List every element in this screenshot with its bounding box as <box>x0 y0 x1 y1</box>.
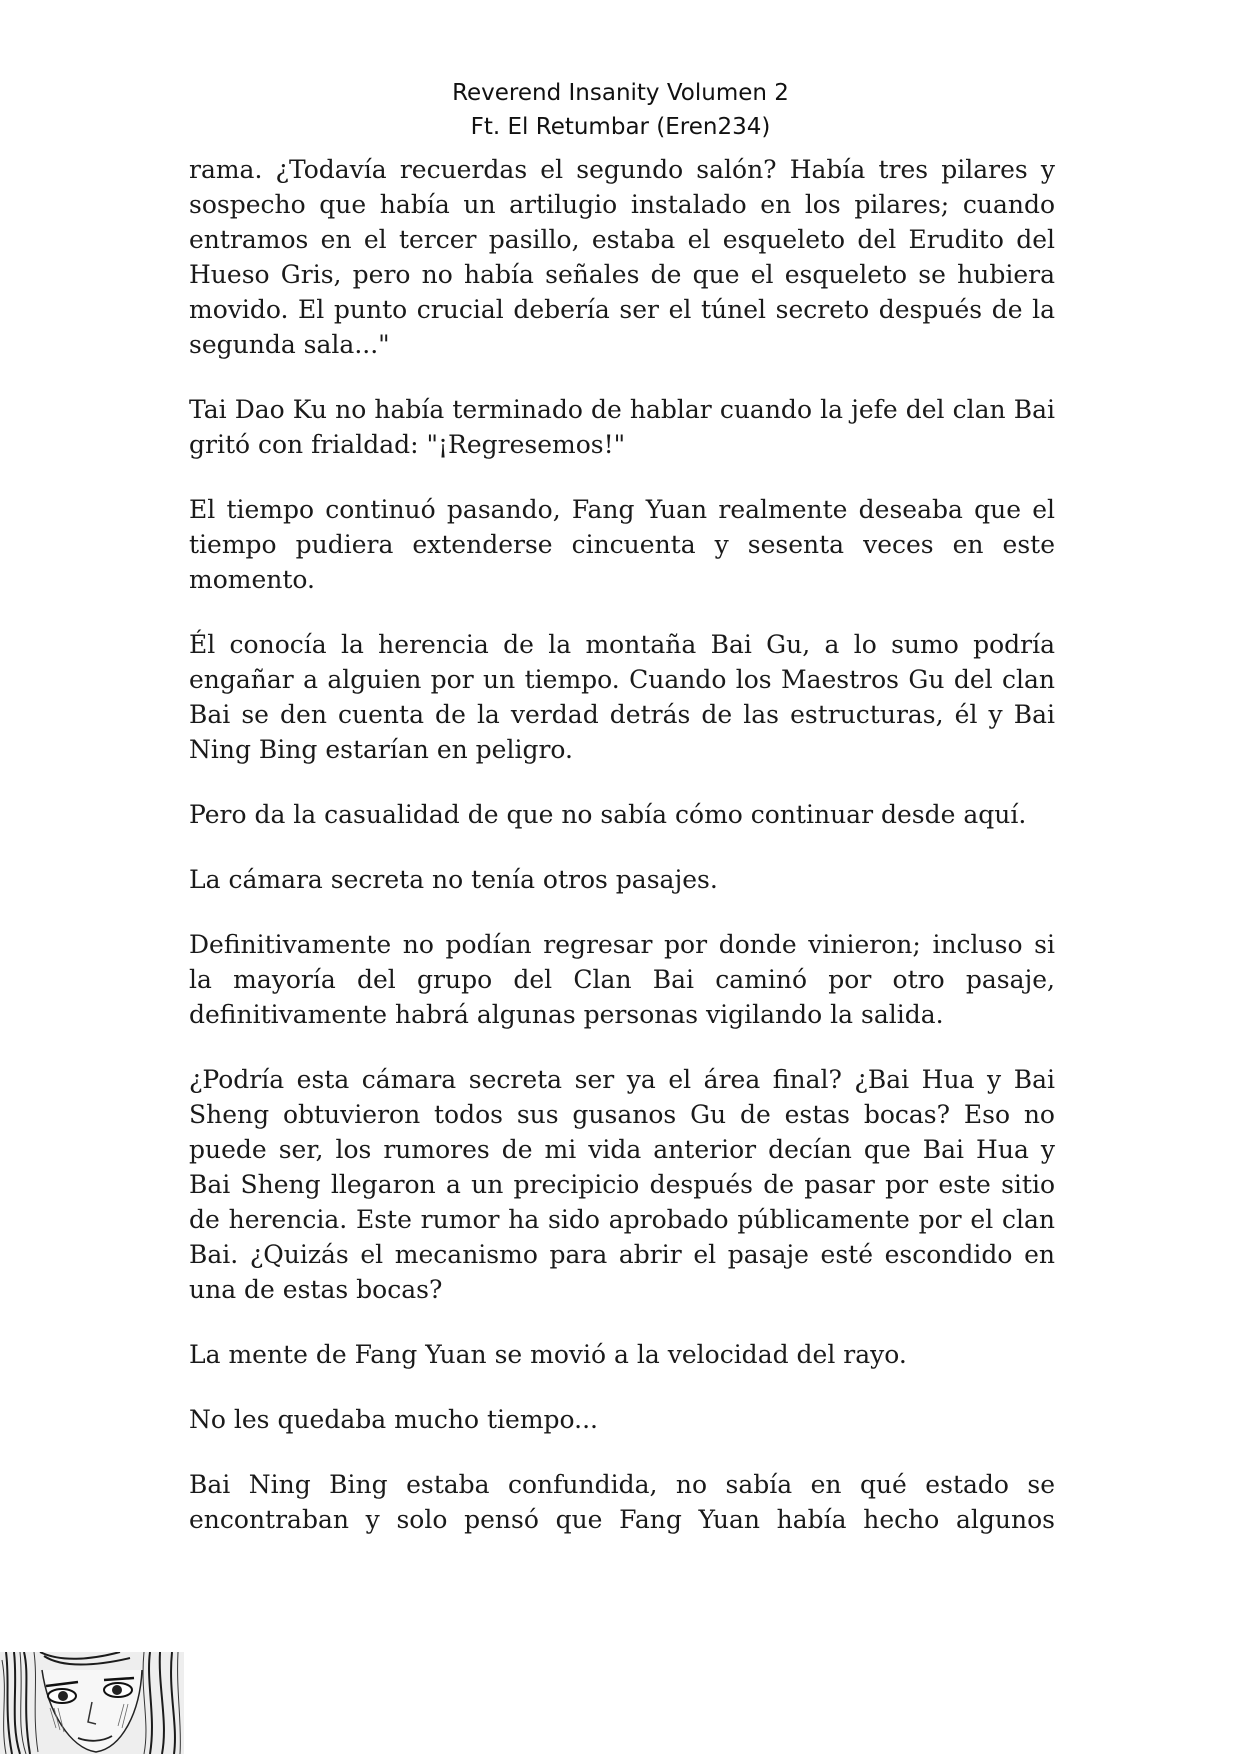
paragraph: Tai Dao Ku no había terminado de hablar cuando la jefe del clan Bai gritó con frialdad: "¡Regresemos!" <box>189 395 1055 459</box>
document-body <box>189 152 1055 1567</box>
paragraph: Bai Ning Bing estaba confundida, no sabía en qué estado se encontraban y solo pensó que Fang Yuan había hecho algunos <box>189 1470 1055 1534</box>
header-credit: Ft. El Retumbar (Eren234) <box>470 114 771 140</box>
paragraph: rama. ¿Todavía recuerdas el segundo salón? Había tres pilares y sospecho que había un artilugio instalado en los pilares; cuando entramos en el tercer pasillo, estaba el esqueleto del Erudito del Hueso Gris, pero no había señales de que el esqueleto se hubiera movido. El punto crucial debería ser el túnel secreto después de la segunda sala..." <box>189 155 1055 359</box>
paragraph: Él conocía la herencia de la montaña Bai Gu, a lo sumo podría engañar a alguien por un tiempo. Cuando los Maestros Gu del clan Bai se den cuenta de la verdad detrás de las estructuras, él y Bai Ning Bing estarían en peligro. <box>189 630 1055 764</box>
paragraph: La mente de Fang Yuan se movió a la velocidad del rayo. <box>189 1340 907 1369</box>
paragraph: La cámara secreta no tenía otros pasajes. <box>189 865 718 894</box>
header-title: Reverend Insanity Volumen 2 <box>452 80 789 106</box>
paragraph: ¿Podría esta cámara secreta ser ya el área final? ¿Bai Hua y Bai Sheng obtuvieron todos sus gusanos Gu de estas bocas? Eso no puede ser, los rumores de mi vida anterior decían que Bai Hua y Bai Sheng llegaron a un precipicio después de pasar por este sitio de herencia. Este rumor ha sido aprobado públicamente por el clan Bai. ¿Quizás el mecanismo para abrir el pasaje esté escondido en una de estas bocas? <box>189 1065 1055 1304</box>
page-header <box>0 76 1241 144</box>
paragraph: No les quedaba mucho tiempo... <box>189 1405 599 1434</box>
manga-character-face-icon <box>0 1652 184 1754</box>
paragraph: El tiempo continuó pasando, Fang Yuan realmente deseaba que el tiempo pudiera extenderse cincuenta y sesenta veces en este momento. <box>189 495 1055 594</box>
paragraph: Definitivamente no podían regresar por donde vinieron; incluso si la mayoría del grupo del Clan Bai caminó por otro pasaje, definitivamente habrá algunas personas vigilando la salida. <box>189 930 1055 1029</box>
paragraph: Pero da la casualidad de que no sabía cómo continuar desde aquí. <box>189 800 1027 829</box>
